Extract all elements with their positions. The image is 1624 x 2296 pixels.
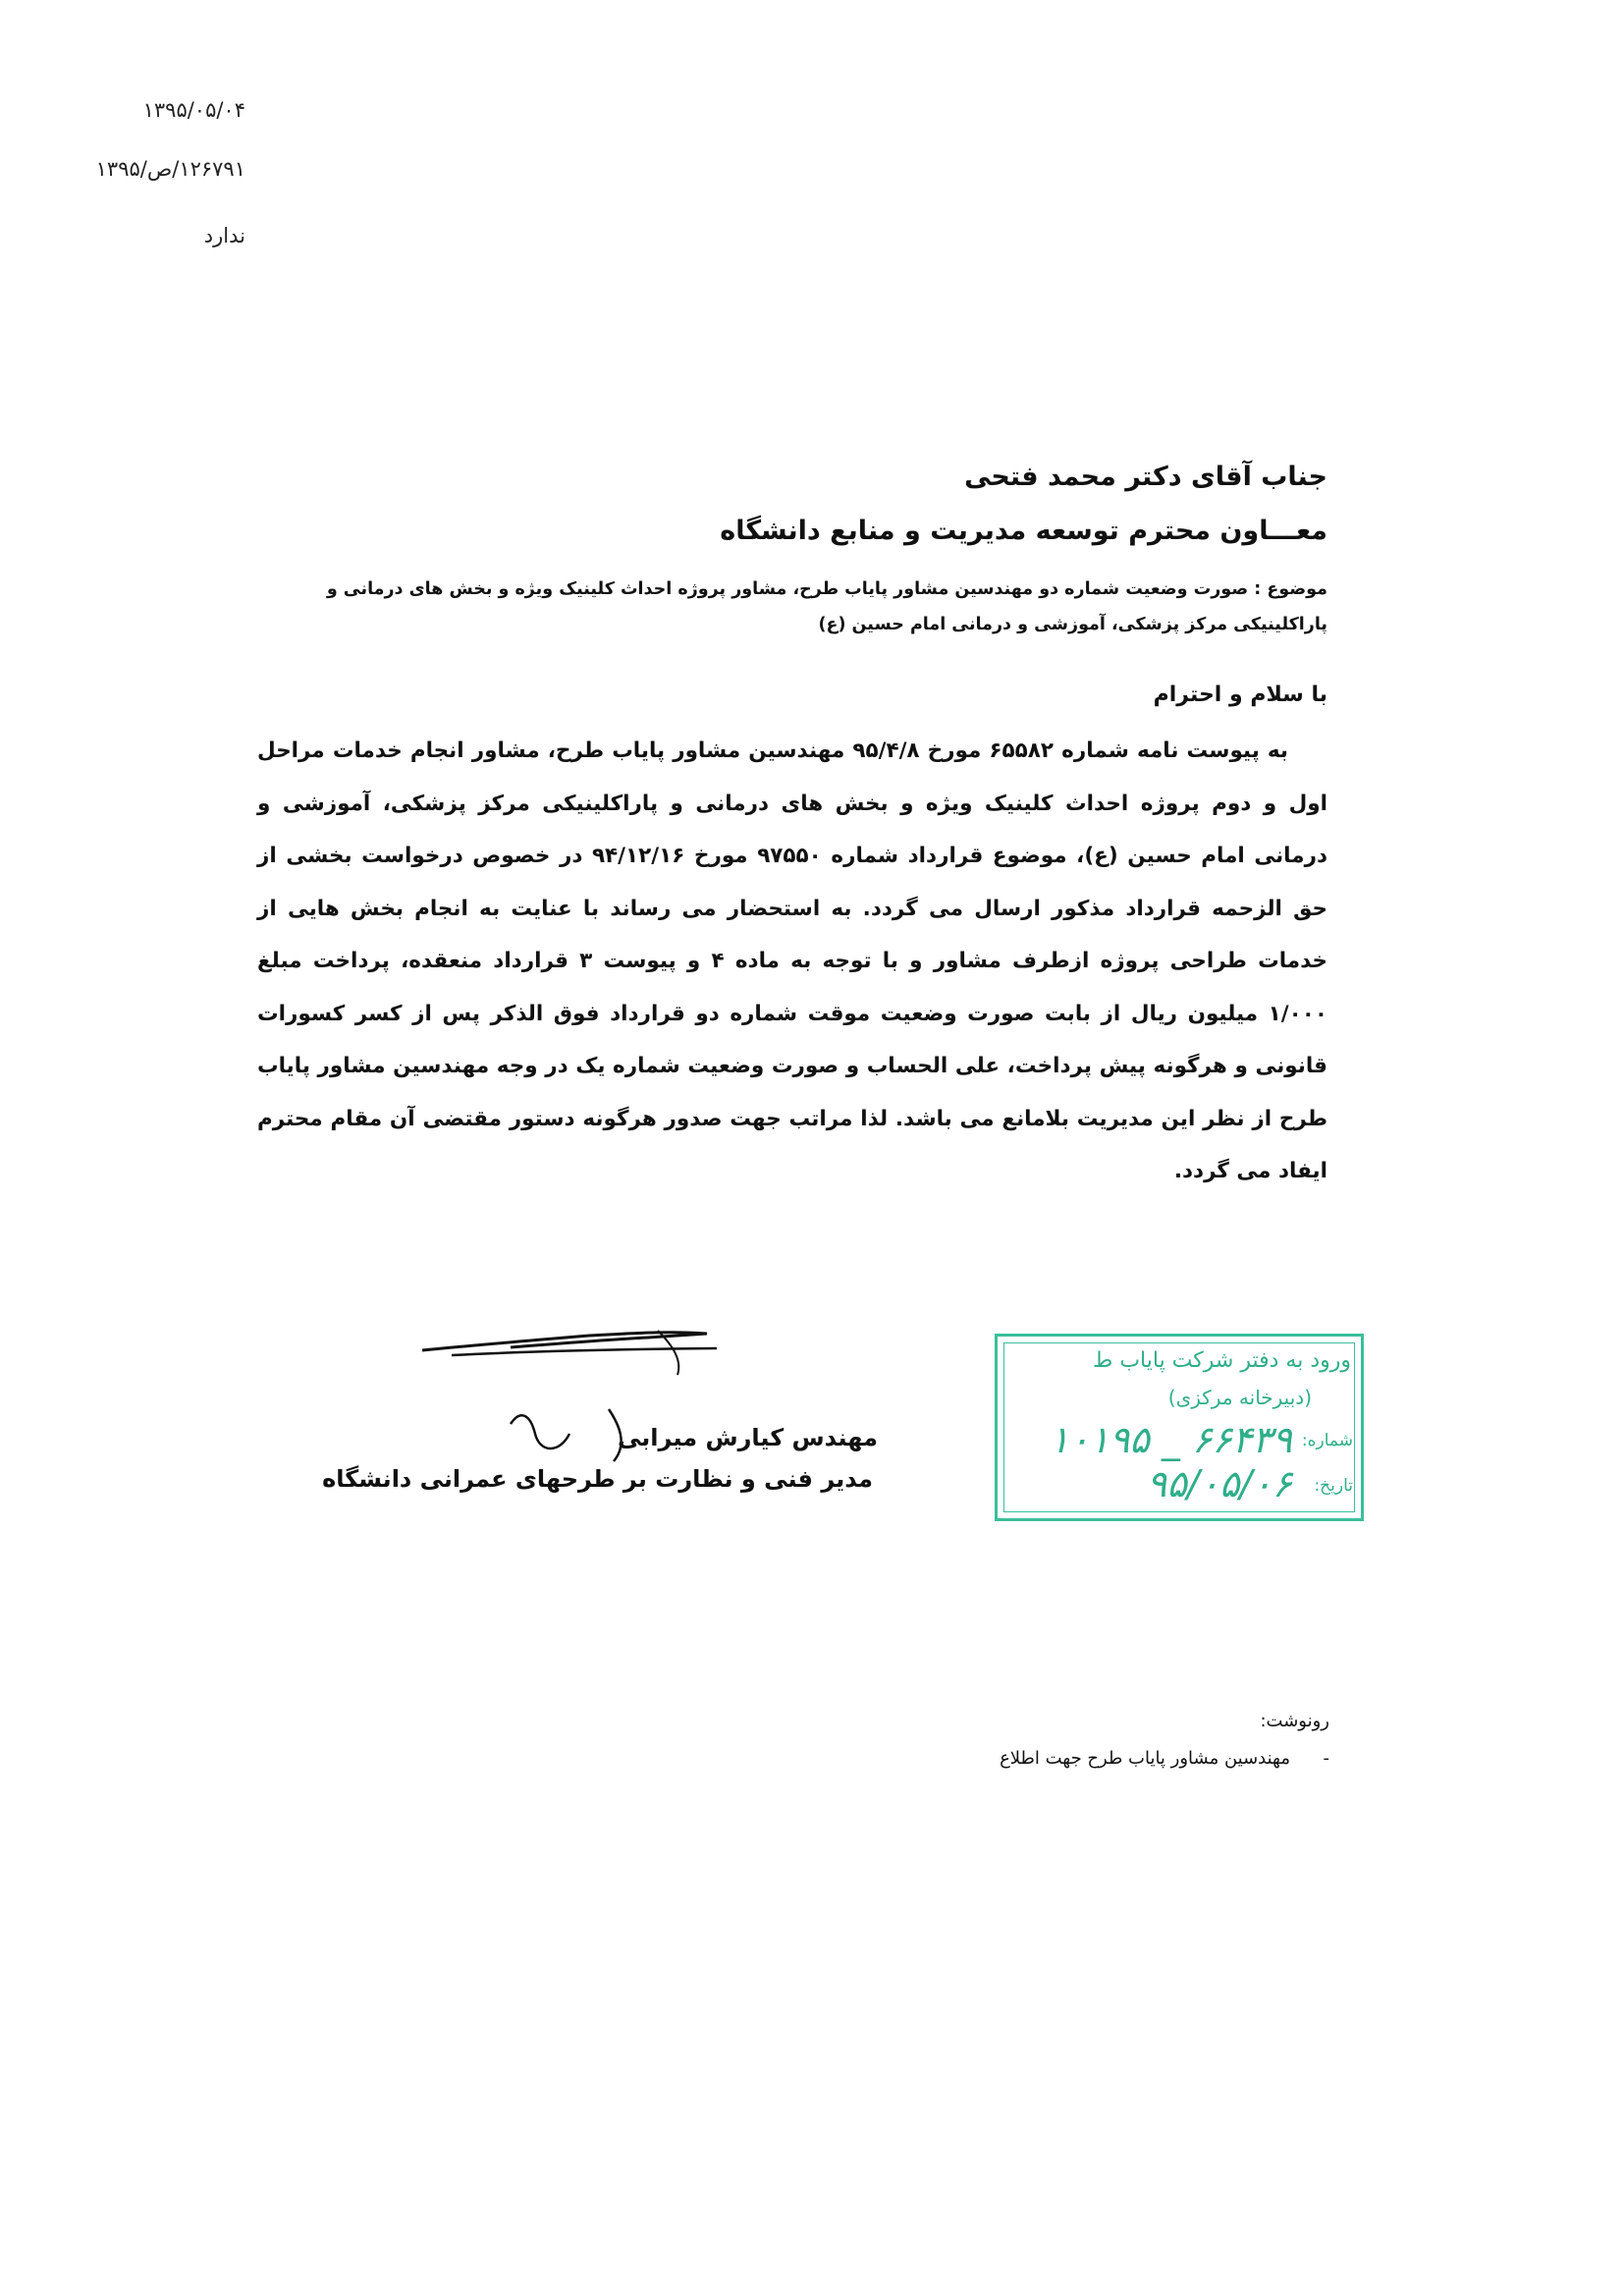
cc-bullet: - [1323,1748,1329,1769]
stamp-secretariat-line: (دبیرخانه مرکزی) [1167,1386,1312,1409]
signer-title: مدیر فنی و نظارت بر طرحهای عمرانی دانشگاه [322,1465,873,1493]
cc-label: رونوشت: [1260,1711,1329,1731]
cc-item-text: مهندسین مشاور پایاب طرح جهت اطلاع [1000,1748,1290,1769]
stamp-office-line: ورود به دفتر شرکت پایاب ط [1092,1348,1351,1373]
letter-date: ۱۳۹۵/۰۵/۰۴ [142,98,245,122]
signer-name: مهندس کیارش میرابی [618,1424,878,1451]
letter-attachment: ندارد [203,224,245,247]
registration-stamp [995,1334,1364,1521]
addressee-title: معـــاون محترم توسعه مدیریت و منابع دانشگاه [720,516,1327,546]
addressee: جناب آقای دکتر محمد فتحی [964,462,1327,492]
cc-item [1000,1748,1329,1769]
stamp-number: ۱۰۱۹۵ _ ۶۶۴۳۹ [1049,1418,1292,1461]
letter-body: به پیوست نامه شماره ۶۵۵۸۲ مورخ ۹۵/۴/۸ مهندسین مشاور پایاب طرح، مشاور انجام خدمات مراحل اول و دوم پروژه احداث کلینیک ویژه و بخش های درمانی و پاراکلینیکی مرکز پزشکی، آموزشی و درمانی امام حسین (ع)، موضوع قرارداد شماره ۹۷۵۵۰ مورخ ۹۴/۱۲/۱۶ در خصوص درخواست بخشی از حق الزحمه قرارداد مذکور ارسال می گردد. به استحضار می رساند با عنایت به انجام بخش هایی از خدمات طراحی پروژه ازطرف مشاور و با توجه به ماده ۴ و پیوست ۳ قرارداد منعقده، پرداخت مبلغ ۱/۰۰۰ میلیون ریال از بابت صورت وضعیت موقت شماره دو قرارداد فوق الذکر پس از کسر کسورات قانونی و هرگونه پیش پرداخت، علی الحساب و صورت وضعیت شماره یک در وجه مهندسین مشاور پایاب طرح از نظر این مدیریت بلامانع می باشد. لذا مراتب جهت صدور هرگونه دستور مقتضی آن مقام محترم ایفاد می گردد. [257,738,1327,1183]
stamp-number-label: شماره: [1301,1431,1353,1450]
greeting: با سلام و احترام [1153,683,1327,707]
stamp-date: ۹۵/۰۵/۰۶ [1146,1462,1292,1505]
stamp-date-label: تاریخ: [1314,1476,1353,1496]
letter-number: ۱۲۶۷۹۱/ص/۱۳۹۵ [95,157,245,181]
letter-subject: موضوع : صورت وضعیت شماره دو مهندسین مشاور پایاب طرح، مشاور پروژه احداث کلینیک ویژه و بخش های درمانی و پاراکلینیکی مرکز پزشکی، آموزشی و درمانی امام حسین (ع) [326,579,1327,634]
